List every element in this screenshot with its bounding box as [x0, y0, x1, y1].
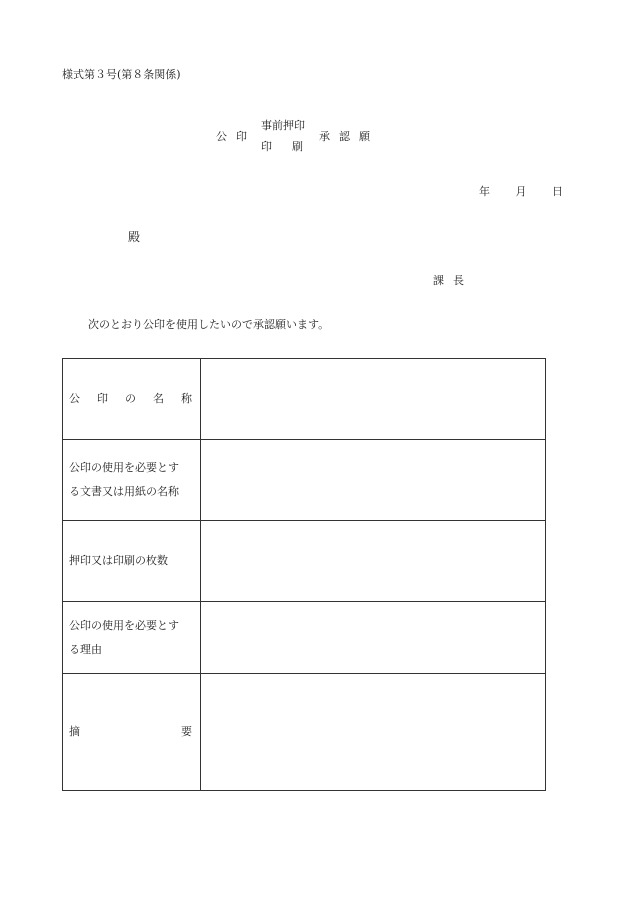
table-row	[63, 521, 546, 602]
form-number: 様式第３号(第８条関係)	[62, 68, 181, 81]
label-char: 印	[97, 392, 108, 405]
label-line: る理由	[69, 642, 102, 656]
value-remarks[interactable]	[201, 674, 546, 791]
value-document-name[interactable]	[201, 440, 546, 521]
label-char: の	[125, 392, 136, 405]
label-line: る文書又は用紙の名称	[69, 485, 179, 498]
label-sheet-count	[63, 521, 201, 602]
date-year-label: 年	[479, 185, 490, 198]
table-row	[63, 602, 546, 674]
label-char: 名	[153, 392, 164, 405]
label-seal-name	[63, 359, 201, 440]
title-printing: 印刷	[261, 140, 323, 153]
title-prior-stamping: 事前押印	[261, 119, 305, 132]
approval-form-table	[62, 358, 546, 791]
date-line	[479, 185, 563, 198]
date-month-label: 月	[515, 185, 527, 198]
label-line: 押印又は印刷の枚数	[69, 554, 168, 567]
label-char: 公	[69, 392, 80, 405]
addressee-honorific: 殿	[128, 230, 141, 244]
value-sheet-count[interactable]	[201, 521, 546, 602]
title-koin: 公印	[216, 130, 256, 143]
date-day-label: 日	[552, 185, 563, 198]
label-reason	[63, 602, 201, 674]
section-manager-label: 課長	[433, 274, 473, 287]
title-approval-request: 承認願	[319, 130, 379, 143]
label-document-name	[63, 440, 201, 521]
label-line: 公印の使用を必要とす	[69, 618, 179, 632]
table-row	[63, 440, 546, 521]
value-seal-name[interactable]	[201, 359, 546, 440]
label-remarks	[63, 674, 201, 791]
label-char: 要	[181, 725, 192, 738]
request-statement: 次のとおり公印を使用したいので承認願います。	[88, 318, 330, 331]
label-line: 公印の使用を必要とす	[69, 461, 179, 474]
table-row	[63, 359, 546, 440]
value-reason[interactable]	[201, 602, 546, 674]
label-char: 称	[181, 392, 192, 405]
table-row	[63, 674, 546, 791]
label-char: 摘	[69, 725, 80, 738]
